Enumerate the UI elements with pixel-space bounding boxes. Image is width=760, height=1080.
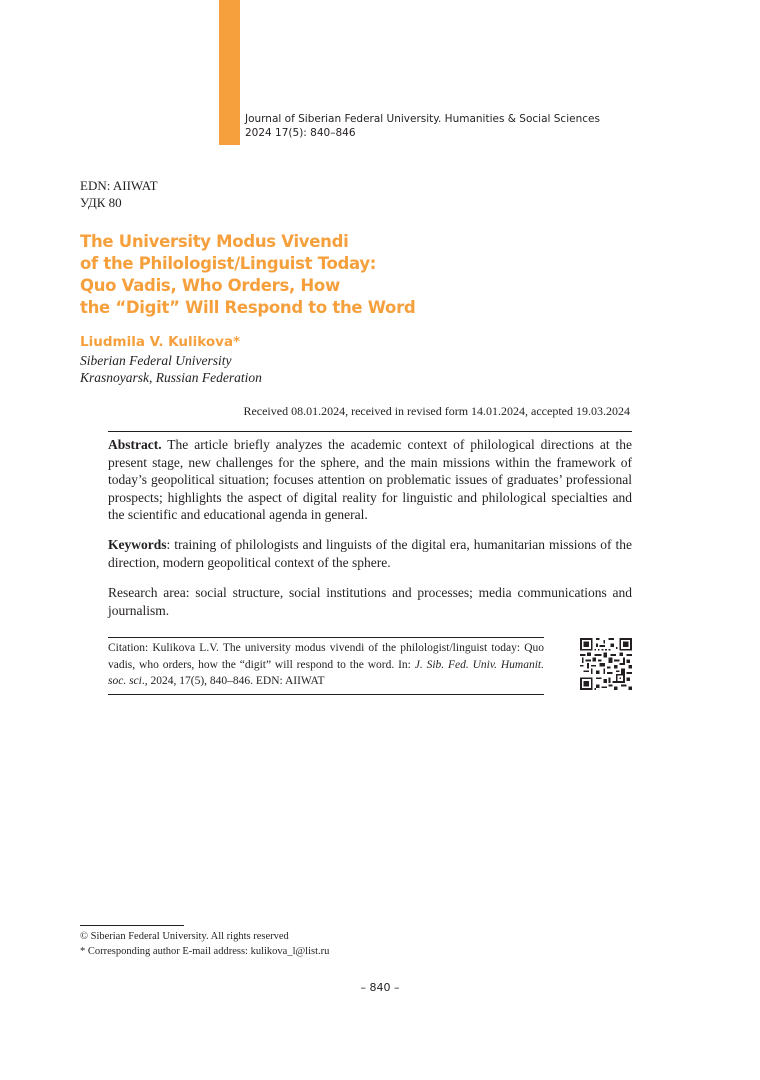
- footnotes: [80, 929, 329, 959]
- corresponding-author-note: * Corresponding author E-mail address: kulikova_l@list.ru: [80, 946, 330, 957]
- journal-issue: 2024 17(5): 840–846: [245, 127, 356, 139]
- author-name: Liudmila V. Kulikova*: [80, 334, 241, 350]
- journal-header: [245, 112, 600, 140]
- affiliation-location: Krasnoyarsk, Russian Federation: [80, 370, 262, 385]
- copyright-note: © Siberian Federal University. All rights reserved: [80, 931, 289, 942]
- title-line: The University Modus Vivendi: [80, 232, 349, 251]
- udk-code: УДК 80: [80, 195, 122, 210]
- keywords-text: : training of philologists and linguists of the digital era, humanitarian missions of the direction, modern geopolitical context of the sphere.: [108, 537, 632, 570]
- abstract-divider: [108, 431, 632, 432]
- citation-journal: J. Sib. Fed. Univ. Humanit. soc. sci: [108, 658, 544, 687]
- title-line: Quo Vadis, Who Orders, How: [80, 276, 340, 295]
- accent-bar: [219, 0, 240, 145]
- identifiers: [80, 177, 158, 211]
- research-area: Research area: social structure, social institutions and processes; media communications and journalism.: [108, 585, 632, 618]
- keywords: [108, 536, 632, 571]
- page-number: – 840 –: [360, 981, 400, 994]
- citation-details: ., 2024, 17(5), 840–846. EDN: AIIWAT: [141, 675, 325, 687]
- title-line: of the Philologist/Linguist Today:: [80, 254, 377, 273]
- qr-code-icon[interactable]: [580, 638, 632, 690]
- abstract-label: Abstract.: [108, 437, 162, 452]
- author-affiliation: [80, 352, 262, 386]
- citation: [108, 640, 544, 690]
- abstract-text: The article briefly analyzes the academic context of philological directions at the present stage, new challenges for the sphere, and the main missions within the framework of today’s geopolitical situation; focuses attention on problematic issues of graduates’ professional prospects; highlights the aspect of digital reality for linguistic and philological specialties and the scientific and educational agenda in general.: [108, 437, 632, 522]
- journal-name: Journal of Siberian Federal University. Humanities & Social Sciences: [245, 113, 600, 125]
- received-dates: Received 08.01.2024, received in revised form 14.01.2024, accepted 19.03.2024: [243, 404, 630, 418]
- footnote-divider: [80, 925, 184, 926]
- article-title: [80, 231, 500, 319]
- affiliation-university: Siberian Federal University: [80, 353, 232, 368]
- citation-divider-top: [108, 637, 544, 638]
- abstract: [108, 436, 632, 524]
- edn-code: EDN: AIIWAT: [80, 178, 158, 193]
- title-line: the “Digit” Will Respond to the Word: [80, 298, 416, 317]
- keywords-label: Keywords: [108, 537, 167, 552]
- citation-divider-bottom: [108, 694, 544, 695]
- citation-text: Citation: Kulikova L.V. The university modus vivendi of the philologist/linguist today: Quo vadis, who orders, how the “digit” will respond to the word. In:: [108, 642, 544, 671]
